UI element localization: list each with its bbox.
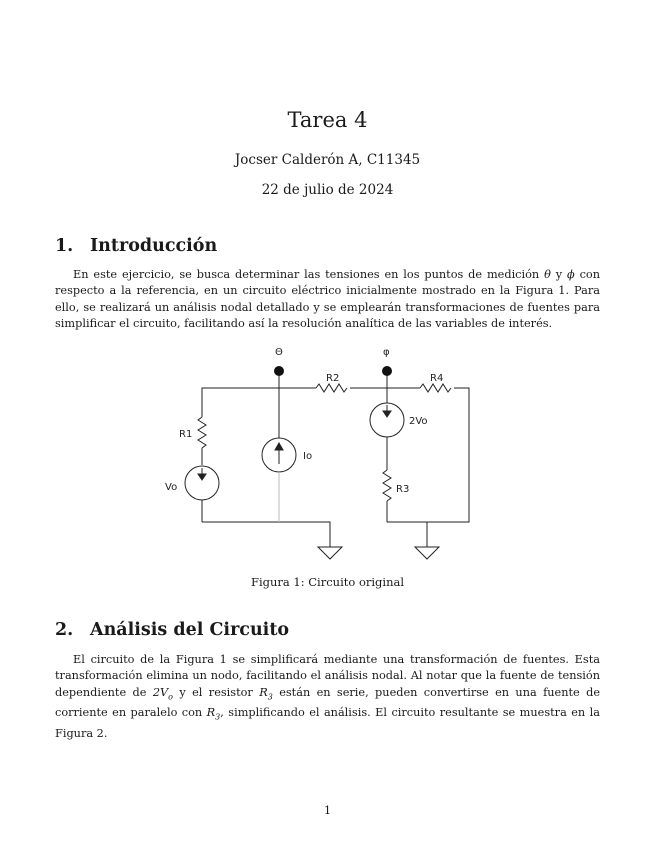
node-theta [274, 366, 284, 376]
page-number: 1 [323, 803, 332, 817]
math-text: 2V [152, 685, 169, 699]
section-title: Análisis del Circuito [90, 620, 290, 640]
r1-label: R1 [179, 429, 193, 440]
r3-resistor [383, 470, 391, 501]
dep-source-label: 2Vo [409, 416, 428, 427]
section-number: 2. [55, 620, 74, 640]
r4-resistor [420, 384, 451, 392]
text-span: con respecto a la referencia, en un circuito eléctrico inicialmente mostrado en la Figura 1. Para ello, se realizará un análisis nodal detallado y se emplearán transformaciones de fuentes para simplificar el circuito, facilitando así la resolución analítica de las variables de interés. [55, 268, 601, 330]
ground-left [318, 547, 342, 559]
vo-label: Vo [165, 482, 178, 493]
math-text: R [206, 706, 216, 720]
ground-right [415, 547, 439, 559]
math-r3 [259, 686, 273, 699]
paper-title: Tarea 4 [287, 108, 368, 132]
math-theta: θ [544, 268, 551, 281]
section-number: 1. [55, 236, 74, 256]
r4-label: R4 [430, 373, 444, 384]
r2-resistor [316, 384, 347, 392]
text-span: y el resistor [179, 685, 253, 699]
math-subscript: o [168, 691, 173, 701]
math-r3 [206, 706, 221, 722]
author-line: Jocser Calderón A, C11345 [234, 152, 421, 168]
math-phi: ϕ [567, 268, 575, 281]
io-label: Io [303, 451, 313, 462]
node-phi-label: φ [383, 347, 390, 358]
date-line: 22 de julio de 2024 [261, 182, 394, 198]
r1-resistor [198, 417, 206, 448]
node-phi [382, 366, 392, 376]
math-2vo [153, 686, 173, 699]
analysis-paragraph [55, 652, 600, 742]
section-title: Introducción [90, 236, 218, 256]
text-span: En este ejercicio, se busca determinar las tensiones en los puntos de medición [73, 268, 540, 281]
figure-1-caption: Figura 1: Circuito original [250, 575, 405, 589]
text-span: El circuito de la Figura 1 se simplificará mediante una transformación de fuentes. Esta transformación elimina un nodo, facilitando el análisis nodal. Al notar que la fuente de tensión dependiente de [55, 653, 600, 699]
math-text: R [259, 685, 268, 699]
text-span: , simplificando el análisis. El circuito resultante se muestra en la Figura 2. [55, 706, 600, 740]
math-subscript: 3 [215, 712, 221, 722]
r3-label: R3 [396, 484, 410, 495]
node-theta-label: Θ [275, 347, 283, 358]
text-span: y [555, 268, 563, 281]
math-subscript: 3 [267, 691, 273, 701]
section-2-heading [55, 620, 289, 640]
r2-label: R2 [326, 373, 340, 384]
text-span: están en serie, pueden convertirse en una fuente de corriente en paralelo con [55, 685, 600, 720]
